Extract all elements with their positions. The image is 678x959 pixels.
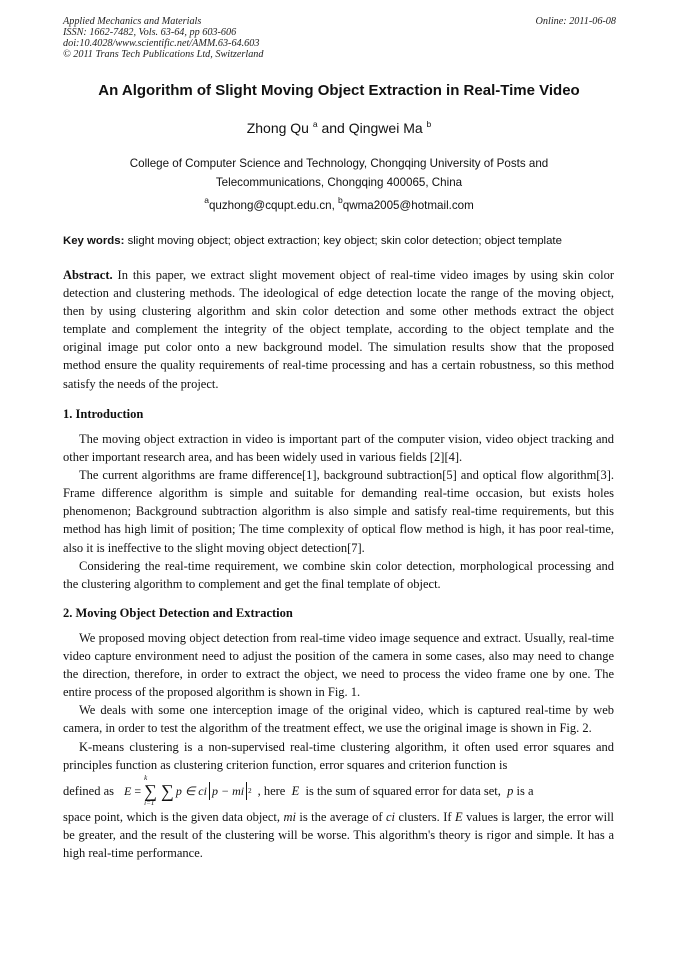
paragraph-continuation [63,808,614,862]
formula-after-3: is a [516,783,534,798]
sum-symbol [144,775,157,807]
section-1-body [63,430,614,593]
section-2-heading: 2. Moving Object Detection and Extraction [63,606,293,620]
author-2-superscript: b [426,119,432,129]
sum-upper-limit: k [144,773,148,782]
paragraph: We deals with some one interception image of the original video, which is captured real-time by web camera, in order to test the algorithm of the treatment effect, we use the original image is shown in Fig. 2. [63,703,614,736]
copyright-line: © 2011 Trans Tech Publications Ltd, Switzerland [63,49,264,60]
affiliation-line-1: College of Computer Science and Technology, Chongqing University of Posts and [129,157,549,170]
continuation-text-3: clusters. If [398,809,452,824]
keywords [63,233,619,249]
var-e: E [454,809,463,824]
formula-after-2: is the sum of squared error for data set, [305,783,501,798]
author-1-superscript: a [312,119,318,129]
paragraph: K-means clustering is a non-supervised real-time clustering algorithm, it often used error squares and principles function as clustering criterion function, error squares and criterion function is [63,739,614,772]
sigma-glyph: ∑ [144,780,157,801]
email-b-superscript: b [338,195,343,205]
journal-name: Applied Mechanics and Materials [63,16,202,27]
continuation-text-4: values is larger, the error will be greater, and the result of the clustering will be worse. This algorithm's theory is rigor and simple. It has a high real-time performance. [63,809,615,860]
formula-equals: = [134,783,142,798]
keywords-text: slight moving object; object extraction; key object; skin color detection; object template [127,235,562,247]
paper-title: An Algorithm of Slight Moving Object Extraction in Real-Time Video [98,82,580,99]
formula-power: 2 [248,786,252,795]
sum-symbol-2 [161,782,174,800]
section-1-heading: 1. Introduction [63,407,144,421]
author-1: Zhong Qu [246,120,309,136]
affiliation-line-2: Telecommunications, Chongqing 400065, China [215,175,463,189]
abstract-text: In this paper, we extract slight movement object of real-time video images by using skin color detection and clustering methods. The ideological of edge detection locate the range of the moving object, then by using clustering algorithm and skin color detection and some other methods extract the object template and complement the integrity of the object template, according to the object template and the original image put color onto a new background model. The simulation results show that the proposed method ensure the quality requirements of real-time processing and has a certain robustness, so this method satisfy the needs of the project. [63,268,615,391]
author-2: Qingwei Ma [348,120,423,136]
journal-header [63,16,616,60]
online-date: Online: 2011-06-08 [535,16,616,27]
var-ci: ci [386,809,396,824]
continuation-text-2: is the average of [299,809,383,824]
formula-lead-text: defined as [63,783,115,798]
email-line [30,195,648,214]
author-and: and [321,120,345,136]
abstract [63,266,614,393]
formula-after-1: , here [257,783,286,798]
abstract-label: Abstract. [63,268,113,282]
formula-var-p: p [507,783,514,798]
paragraph: The moving object extraction in video is important part of the computer vision, video object tracking and other important research area, and has been widely used in various fields [2][4]. [63,432,614,465]
paragraph: We proposed moving object detection from real-time video image sequence and extract. Usually, real-time video capture environment need to adjust the position of the camera in some cases, also may need to change the direction, therefore, in order to extract the object, we need to process the video frame one by one. The entire process of the proposed algorithm is shown in Fig. 1. [63,631,614,700]
var-mi: mi [283,809,296,824]
formula-lhs: E [124,783,132,798]
formula-p-in-ci: p ∈ ci [175,783,207,798]
sum-lower-limit: i=1 [144,798,155,807]
sigma-glyph-2: ∑ [161,780,174,801]
paragraph: Considering the real-time requirement, we combine skin color detection, morphological processing and the clustering algorithm to complement and get the final template of object. [63,558,614,591]
keywords-label: Key words: [63,235,125,247]
email-b[interactable]: qwma2005@hotmail.com [342,199,474,212]
formula-line [63,774,614,808]
affiliation [90,155,588,192]
formula-var-e: E [291,783,300,798]
email-a-superscript: a [204,195,209,205]
formula-norm: p − mi [209,782,247,800]
email-a[interactable]: quzhong@cqupt.edu.cn, [208,199,335,212]
author-line [30,119,648,137]
continuation-text-1: space point, which is the given data object, [63,809,281,824]
section-2-body [63,629,614,862]
doi-line: doi:10.4028/www.scientific.net/AMM.63-64.603 [63,38,260,49]
sse-formula [124,775,252,807]
paragraph: The current algorithms are frame difference[1], background subtraction[5] and optical flow algorithm[3]. Frame difference algorithm is simple and suitable for demanding real-time occasion, but exists holes phenomenon; Background subtraction algorithm is also simple and satisfy real-time requirements, but this method has high limit of position; The time complexity of optical flow method is high, it has poor real-time, also it is ineffective to the slight moving object detection[7]. [63,468,614,555]
issn-line: ISSN: 1662-7482, Vols. 63-64, pp 603-606 [63,27,237,38]
